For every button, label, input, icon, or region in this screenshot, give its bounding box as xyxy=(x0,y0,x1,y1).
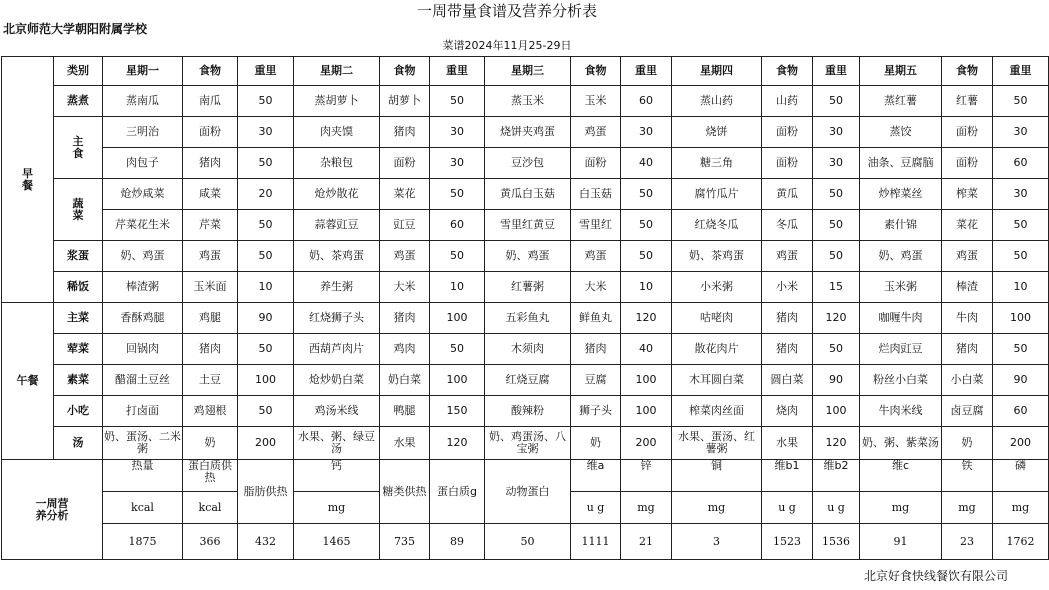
menu-cell: 蒸南瓜 xyxy=(103,86,183,117)
menu-cell: 土豆 xyxy=(183,365,238,396)
menu-cell: 10 xyxy=(621,272,672,303)
breakfast-row xyxy=(2,148,1049,179)
menu-cell: 10 xyxy=(430,272,485,303)
menu-cell: 50 xyxy=(993,334,1049,365)
company-name: 北京好食快线餐饮有限公司 xyxy=(863,569,1008,583)
category-cell: 主 食 xyxy=(54,117,103,179)
menu-cell: 炝炒散花 xyxy=(294,179,380,210)
menu-cell: 猪肉 xyxy=(380,117,430,148)
menu-cell: 60 xyxy=(993,396,1049,427)
menu-cell: 糖三角 xyxy=(672,148,762,179)
menu-cell: 鸡翅根 xyxy=(183,396,238,427)
menu-cell: 烧饼 xyxy=(672,117,762,148)
nutrient-name: 磷 xyxy=(993,460,1049,492)
column-header: 食物 xyxy=(380,57,430,86)
menu-cell: 冬瓜 xyxy=(762,210,813,241)
menu-cell: 豆腐 xyxy=(571,365,621,396)
menu-cell: 鸡蛋 xyxy=(571,117,621,148)
menu-cell: 50 xyxy=(621,210,672,241)
menu-cell: 120 xyxy=(621,303,672,334)
menu-cell: 50 xyxy=(993,86,1049,117)
menu-cell: 醋溜土豆丝 xyxy=(103,365,183,396)
category-cell: 蔬 菜 xyxy=(54,179,103,241)
menu-cell: 30 xyxy=(813,148,860,179)
menu-cell: 150 xyxy=(430,396,485,427)
menu-cell: 120 xyxy=(813,303,860,334)
menu-cell: 100 xyxy=(430,303,485,334)
column-header: 星期二 xyxy=(294,57,380,86)
nutrient-value: 432 xyxy=(238,524,294,560)
column-header: 食物 xyxy=(183,57,238,86)
nutrient-unit: mg xyxy=(294,492,380,524)
menu-cell: 30 xyxy=(430,148,485,179)
menu-cell: 炝炒咸菜 xyxy=(103,179,183,210)
nutrient-unit: mg xyxy=(993,492,1049,524)
menu-cell: 酸辣粉 xyxy=(485,396,571,427)
header-row xyxy=(2,57,1049,86)
lunch-row xyxy=(2,303,1049,334)
menu-cell: 红烧冬瓜 xyxy=(672,210,762,241)
menu-cell: 小白菜 xyxy=(942,365,993,396)
menu-cell: 烂肉豇豆 xyxy=(860,334,942,365)
menu-cell: 胡萝卜 xyxy=(380,86,430,117)
nutrient-name: 铜 xyxy=(672,460,762,492)
nutrition-title: 一周营 养分析 xyxy=(2,460,103,560)
menu-cell: 鸡蛋 xyxy=(762,241,813,272)
menu-cell: 水果、粥、绿豆汤 xyxy=(294,427,380,460)
menu-cell: 面粉 xyxy=(571,148,621,179)
menu-cell: 五彩鱼丸 xyxy=(485,303,571,334)
nutrient-name: 铁 xyxy=(942,460,993,492)
menu-cell: 50 xyxy=(430,334,485,365)
menu-cell: 50 xyxy=(813,179,860,210)
menu-cell: 30 xyxy=(621,117,672,148)
menu-cell: 鲜鱼丸 xyxy=(571,303,621,334)
column-header: 重里 xyxy=(430,57,485,86)
menu-cell: 面粉 xyxy=(762,117,813,148)
menu-cell: 散花肉片 xyxy=(672,334,762,365)
menu-cell: 奶 xyxy=(183,427,238,460)
nutrient-unit: kcal xyxy=(103,492,183,524)
menu-cell: 面粉 xyxy=(942,117,993,148)
menu-cell: 大米 xyxy=(571,272,621,303)
nutrient-unit: mg xyxy=(860,492,942,524)
nutrient-unit: u g xyxy=(813,492,860,524)
column-header: 星期一 xyxy=(103,57,183,86)
breakfast-row xyxy=(2,241,1049,272)
menu-cell: 烧肉 xyxy=(762,396,813,427)
menu-cell: 50 xyxy=(430,86,485,117)
menu-cell: 咕咾肉 xyxy=(672,303,762,334)
menu-cell: 粉丝小白菜 xyxy=(860,365,942,396)
menu-cell: 杂粮包 xyxy=(294,148,380,179)
nutrient-name: 蛋白质g xyxy=(430,460,485,524)
nutrient-value: 91 xyxy=(860,524,942,560)
menu-cell: 40 xyxy=(621,334,672,365)
menu-cell: 120 xyxy=(813,427,860,460)
nutrient-name: 动物蛋白 xyxy=(485,460,571,524)
menu-cell: 10 xyxy=(238,272,294,303)
breakfast-row xyxy=(2,117,1049,148)
menu-cell: 南瓜 xyxy=(183,86,238,117)
menu-cell: 50 xyxy=(813,86,860,117)
menu-cell: 90 xyxy=(993,365,1049,396)
nutrient-name: 锌 xyxy=(621,460,672,492)
menu-cell: 小米 xyxy=(762,272,813,303)
nutrient-unit: mg xyxy=(942,492,993,524)
menu-cell: 100 xyxy=(621,365,672,396)
menu-cell: 菜花 xyxy=(380,179,430,210)
nutrient-name: 糖类供热 xyxy=(380,460,430,524)
column-header: 重里 xyxy=(238,57,294,86)
menu-cell: 水果 xyxy=(762,427,813,460)
menu-cell: 鸭腿 xyxy=(380,396,430,427)
menu-cell: 奶、蛋汤、二米粥 xyxy=(103,427,183,460)
menu-cell: 芹菜花生米 xyxy=(103,210,183,241)
menu-cell: 猪肉 xyxy=(762,303,813,334)
menu-cell: 蒸饺 xyxy=(860,117,942,148)
menu-cell: 鸡蛋 xyxy=(183,241,238,272)
menu-cell: 50 xyxy=(621,241,672,272)
nutrient-name: 蛋白质供热 xyxy=(183,460,238,492)
menu-cell: 牛肉米线 xyxy=(860,396,942,427)
menu-cell: 面粉 xyxy=(183,117,238,148)
menu-cell: 50 xyxy=(238,148,294,179)
breakfast-row xyxy=(2,86,1049,117)
menu-cell: 50 xyxy=(430,179,485,210)
menu-cell: 咖喱牛肉 xyxy=(860,303,942,334)
menu-cell: 炝炒奶白菜 xyxy=(294,365,380,396)
menu-cell: 蒸山药 xyxy=(672,86,762,117)
menu-cell: 猪肉 xyxy=(183,334,238,365)
menu-cell: 奶、鸡蛋 xyxy=(103,241,183,272)
category-cell: 小吃 xyxy=(54,396,103,427)
column-header: 类别 xyxy=(54,57,103,86)
menu-cell: 养生粥 xyxy=(294,272,380,303)
category-cell: 主菜 xyxy=(54,303,103,334)
column-header: 重里 xyxy=(813,57,860,86)
menu-cell: 50 xyxy=(430,241,485,272)
menu-cell: 100 xyxy=(430,365,485,396)
menu-cell: 奶、鸡蛋汤、八宝粥 xyxy=(485,427,571,460)
column-header: 食物 xyxy=(762,57,813,86)
menu-cell: 香酥鸡腿 xyxy=(103,303,183,334)
menu-cell: 狮子头 xyxy=(571,396,621,427)
menu-cell: 腐竹瓜片 xyxy=(672,179,762,210)
nutrient-value: 1536 xyxy=(813,524,860,560)
menu-cell: 15 xyxy=(813,272,860,303)
menu-cell: 榨菜 xyxy=(942,179,993,210)
menu-cell: 奶、鸡蛋 xyxy=(860,241,942,272)
menu-cell: 120 xyxy=(430,427,485,460)
category-cell: 浆蛋 xyxy=(54,241,103,272)
menu-cell: 面粉 xyxy=(762,148,813,179)
school-name: 北京师范大学朝阳附属学校 xyxy=(3,22,148,36)
menu-cell: 芹菜 xyxy=(183,210,238,241)
nutrient-unit: kcal xyxy=(183,492,238,524)
category-cell: 稀饭 xyxy=(54,272,103,303)
menu-cell: 榨菜肉丝面 xyxy=(672,396,762,427)
menu-cell: 蒸胡萝卜 xyxy=(294,86,380,117)
nutrient-name: 维b1 xyxy=(762,460,813,492)
menu-cell: 奶、茶鸡蛋 xyxy=(294,241,380,272)
menu-cell: 30 xyxy=(993,179,1049,210)
menu-cell: 蒸红薯 xyxy=(860,86,942,117)
menu-cell: 奶白菜 xyxy=(380,365,430,396)
menu-cell: 红烧豆腐 xyxy=(485,365,571,396)
menu-cell: 鸡蛋 xyxy=(942,241,993,272)
category-cell: 荤菜 xyxy=(54,334,103,365)
lunch-row xyxy=(2,427,1049,460)
menu-cell: 50 xyxy=(621,179,672,210)
menu-cell: 玉米粥 xyxy=(860,272,942,303)
nutrient-value: 1465 xyxy=(294,524,380,560)
category-cell: 蒸煮 xyxy=(54,86,103,117)
column-header: 星期五 xyxy=(860,57,942,86)
menu-cell: 面粉 xyxy=(380,148,430,179)
nutrient-name: 热量 xyxy=(103,460,183,492)
menu-cell: 200 xyxy=(621,427,672,460)
menu-cell: 20 xyxy=(238,179,294,210)
menu-cell: 烧饼夹鸡蛋 xyxy=(485,117,571,148)
nutrition-value-row xyxy=(2,524,1049,560)
nutrient-value: 1875 xyxy=(103,524,183,560)
nutrient-value: 1762 xyxy=(993,524,1049,560)
menu-cell: 奶 xyxy=(942,427,993,460)
menu-cell: 奶、鸡蛋 xyxy=(485,241,571,272)
menu-cell: 蒸玉米 xyxy=(485,86,571,117)
menu-cell: 60 xyxy=(993,148,1049,179)
column-header: 星期三 xyxy=(485,57,571,86)
menu-cell: 小米粥 xyxy=(672,272,762,303)
menu-cell: 100 xyxy=(993,303,1049,334)
menu-cell: 50 xyxy=(993,210,1049,241)
menu-cell: 圆白菜 xyxy=(762,365,813,396)
nutrient-value: 89 xyxy=(430,524,485,560)
menu-cell: 30 xyxy=(813,117,860,148)
nutrient-name: 维b2 xyxy=(813,460,860,492)
menu-cell: 水果 xyxy=(380,427,430,460)
menu-cell: 红烧狮子头 xyxy=(294,303,380,334)
menu-cell: 鸡汤米线 xyxy=(294,396,380,427)
menu-cell: 猪肉 xyxy=(942,334,993,365)
menu-cell: 黄瓜白玉菇 xyxy=(485,179,571,210)
breakfast-row xyxy=(2,179,1049,210)
menu-cell: 奶 xyxy=(571,427,621,460)
menu-cell: 50 xyxy=(238,86,294,117)
column-header: 重里 xyxy=(993,57,1049,86)
menu-cell: 卤豆腐 xyxy=(942,396,993,427)
nutrient-unit: u g xyxy=(571,492,621,524)
menu-cell: 猪肉 xyxy=(571,334,621,365)
breakfast-meal-label: 早 餐 xyxy=(2,57,54,303)
menu-cell: 30 xyxy=(993,117,1049,148)
menu-cell: 肉包子 xyxy=(103,148,183,179)
nutrient-value: 1523 xyxy=(762,524,813,560)
nutrient-value: 21 xyxy=(621,524,672,560)
menu-cell: 40 xyxy=(621,148,672,179)
menu-cell: 棒渣 xyxy=(942,272,993,303)
menu-cell: 菜花 xyxy=(942,210,993,241)
menu-cell: 水果、蛋汤、红薯粥 xyxy=(672,427,762,460)
nutrient-value: 735 xyxy=(380,524,430,560)
breakfast-row xyxy=(2,272,1049,303)
menu-cell: 100 xyxy=(621,396,672,427)
menu-cell: 鸡蛋 xyxy=(380,241,430,272)
menu-cell: 90 xyxy=(238,303,294,334)
nutrient-value: 50 xyxy=(485,524,571,560)
date-range: 菜谱2024年11月25-29日 xyxy=(442,39,572,52)
menu-cell: 200 xyxy=(993,427,1049,460)
lunch-row xyxy=(2,365,1049,396)
lunch-meal-label: 午餐 xyxy=(2,303,54,460)
menu-cell: 炒榨菜丝 xyxy=(860,179,942,210)
lunch-row xyxy=(2,334,1049,365)
menu-cell: 50 xyxy=(238,210,294,241)
menu-cell: 红薯粥 xyxy=(485,272,571,303)
nutrient-name: 维a xyxy=(571,460,621,492)
menu-cell: 猪肉 xyxy=(183,148,238,179)
menu-cell: 豆沙包 xyxy=(485,148,571,179)
nutrition-name-row xyxy=(2,460,1049,492)
menu-cell: 200 xyxy=(238,427,294,460)
menu-cell: 红薯 xyxy=(942,86,993,117)
menu-cell: 回锅肉 xyxy=(103,334,183,365)
menu-cell: 雪里红黄豆 xyxy=(485,210,571,241)
menu-cell: 咸菜 xyxy=(183,179,238,210)
column-header: 食物 xyxy=(942,57,993,86)
menu-cell: 肉夹馍 xyxy=(294,117,380,148)
menu-cell: 蒜蓉豇豆 xyxy=(294,210,380,241)
lunch-row xyxy=(2,396,1049,427)
breakfast-row xyxy=(2,210,1049,241)
menu-cell: 鸡蛋 xyxy=(571,241,621,272)
menu-cell: 西葫芦肉片 xyxy=(294,334,380,365)
category-cell: 汤 xyxy=(54,427,103,460)
category-cell: 素菜 xyxy=(54,365,103,396)
menu-cell: 鸡肉 xyxy=(380,334,430,365)
menu-cell: 棒渣粥 xyxy=(103,272,183,303)
menu-cell: 木耳圆白菜 xyxy=(672,365,762,396)
menu-cell: 50 xyxy=(993,241,1049,272)
column-header: 星期四 xyxy=(672,57,762,86)
menu-cell: 白玉菇 xyxy=(571,179,621,210)
nutrient-name: 钙 xyxy=(294,460,380,492)
menu-table xyxy=(1,56,1049,560)
menu-cell: 50 xyxy=(813,334,860,365)
menu-cell: 50 xyxy=(813,210,860,241)
menu-cell: 玉米面 xyxy=(183,272,238,303)
page-title: 一周带量食谱及营养分析表 xyxy=(416,2,597,20)
menu-cell: 黄瓜 xyxy=(762,179,813,210)
menu-cell: 奶、茶鸡蛋 xyxy=(672,241,762,272)
nutrient-value: 366 xyxy=(183,524,238,560)
menu-cell: 50 xyxy=(813,241,860,272)
menu-cell: 猪肉 xyxy=(380,303,430,334)
menu-cell: 猪肉 xyxy=(762,334,813,365)
menu-cell: 10 xyxy=(993,272,1049,303)
nutrient-name: 维c xyxy=(860,460,942,492)
menu-cell: 素什锦 xyxy=(860,210,942,241)
column-header: 重里 xyxy=(621,57,672,86)
menu-cell: 大米 xyxy=(380,272,430,303)
menu-cell: 面粉 xyxy=(942,148,993,179)
menu-cell: 100 xyxy=(238,365,294,396)
menu-cell: 60 xyxy=(621,86,672,117)
column-header: 食物 xyxy=(571,57,621,86)
menu-cell: 100 xyxy=(813,396,860,427)
nutrient-value: 23 xyxy=(942,524,993,560)
menu-cell: 油条、豆腐脑 xyxy=(860,148,942,179)
menu-cell: 木须肉 xyxy=(485,334,571,365)
menu-cell: 玉米 xyxy=(571,86,621,117)
nutrient-unit: mg xyxy=(672,492,762,524)
menu-cell: 打卤面 xyxy=(103,396,183,427)
menu-cell: 30 xyxy=(238,117,294,148)
nutrient-unit: mg xyxy=(621,492,672,524)
nutrient-value: 1111 xyxy=(571,524,621,560)
menu-cell: 50 xyxy=(238,241,294,272)
menu-cell: 奶、粥、紫菜汤 xyxy=(860,427,942,460)
nutrient-value: 3 xyxy=(672,524,762,560)
nutrient-name: 脂肪供热 xyxy=(238,460,294,524)
nutrient-unit: u g xyxy=(762,492,813,524)
menu-cell: 牛肉 xyxy=(942,303,993,334)
menu-cell: 50 xyxy=(238,396,294,427)
menu-cell: 三明治 xyxy=(103,117,183,148)
menu-cell: 90 xyxy=(813,365,860,396)
menu-cell: 50 xyxy=(238,334,294,365)
menu-cell: 鸡腿 xyxy=(183,303,238,334)
menu-cell: 60 xyxy=(430,210,485,241)
menu-cell: 豇豆 xyxy=(380,210,430,241)
menu-cell: 30 xyxy=(430,117,485,148)
menu-cell: 山药 xyxy=(762,86,813,117)
menu-cell: 雪里红 xyxy=(571,210,621,241)
